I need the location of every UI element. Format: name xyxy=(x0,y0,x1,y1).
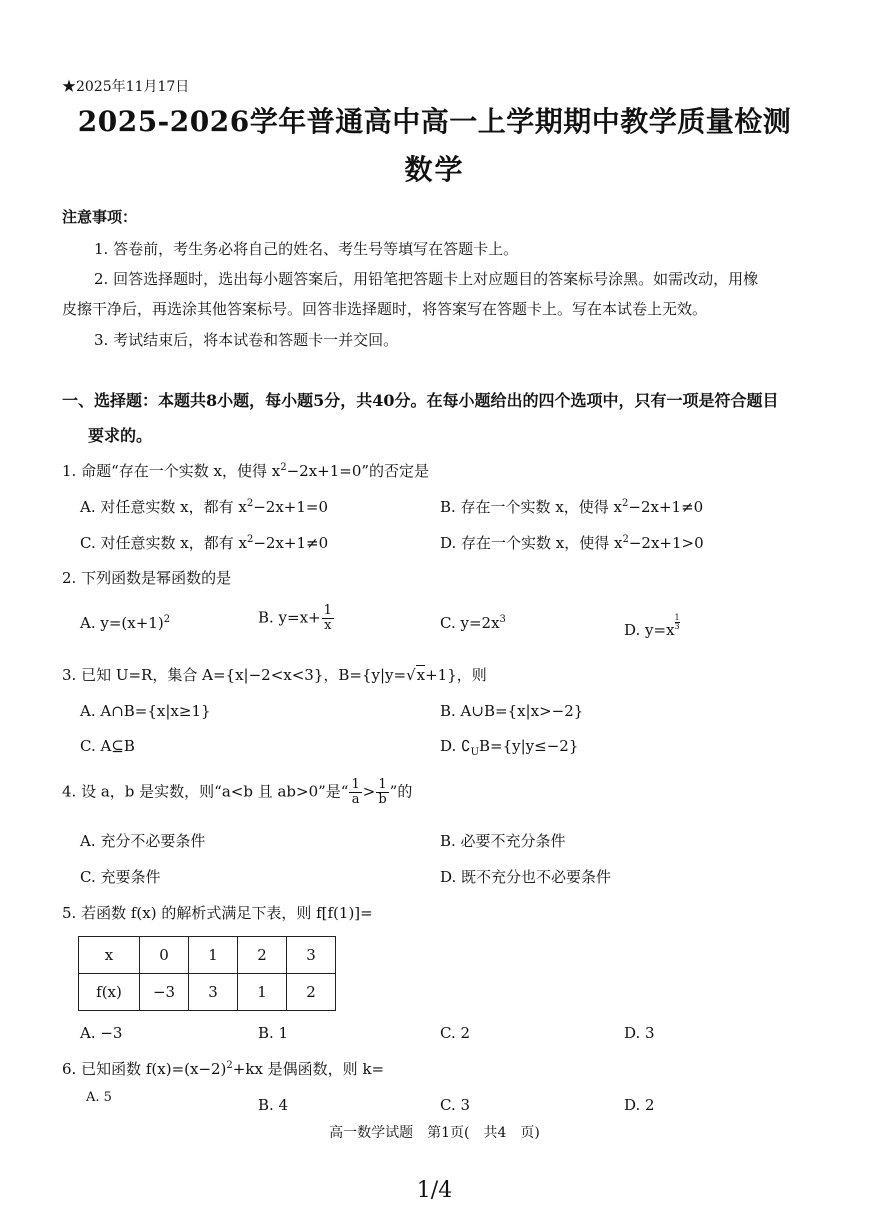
question-3-option-d: D. $∁_UB=\{y|y\le-2\}$ xyxy=(440,737,579,758)
exam-subject: 数学 xyxy=(404,153,465,186)
question-3-option-a: A. A∩B={x|x≥1} xyxy=(80,702,211,720)
question-4-option-b: B. 必要不充分条件 xyxy=(440,832,566,850)
question-5-option-c: C. 2 xyxy=(440,1024,471,1042)
function-table xyxy=(78,936,336,1011)
question-5-option-a: A. −3 xyxy=(80,1024,123,1042)
question-5-option-b: B. 1 xyxy=(258,1024,289,1042)
question-1-option-d: D. 存在一个实数 x，使得 $x^2-2x+1>0$ xyxy=(440,534,704,552)
question-4-option-d: D. 既不充分也不必要条件 xyxy=(440,868,612,886)
question-2-option-c: C. $y=2x^3$ xyxy=(440,614,506,632)
question-5-stem: 5. 若函数 f(x) 的解析式满足下表，则 f[f(1)]= xyxy=(62,904,373,922)
question-4-option-a: A. 充分不必要条件 xyxy=(80,832,206,850)
table-cell: 2 xyxy=(238,937,287,974)
table-cell: 1 xyxy=(189,937,238,974)
question-2-stem: 2. 下列函数是幂函数的是 xyxy=(62,569,232,587)
table-cell: 3 xyxy=(287,937,336,974)
question-2-option-d: D. y=x $\frac{1}{3}$ xyxy=(624,613,680,639)
question-6-option-a: A. 5 xyxy=(86,1090,112,1105)
page-footer: 高一数学试题 第1页( 共4 页) xyxy=(329,1125,540,1141)
question-1-option-b: B. 存在一个实数 x，使得 $x^2-2x+1\ne 0$ xyxy=(440,498,704,516)
question-4-stem: 4. 设 a，b 是实数，则“a<b 且 ab>0”是“ $\frac{1}{a}$ > $\frac{1}{b}$ ”的 xyxy=(62,777,413,807)
table-cell: 3 xyxy=(189,974,238,1011)
question-2-option-a: A. $y=(x+1)^2$ xyxy=(80,614,171,632)
table-row xyxy=(79,937,336,974)
question-6-option-d: D. 2 xyxy=(624,1096,655,1114)
question-6-option-b: B. 4 xyxy=(258,1096,289,1114)
question-1-stem: 1. 命题“存在一个实数 x，使得 $x^2-2x+1=0$”的否定是 xyxy=(62,462,430,480)
question-5-option-d: D. 3 xyxy=(624,1024,655,1042)
question-1-option-c: C. 对任意实数 x，都有 $x^2-2x+1\ne 0$ xyxy=(80,534,329,552)
section-heading-cont: 要求的。 xyxy=(88,426,153,445)
notice-item-1: 1. 答卷前，考生务必将自己的姓名、考生号等填写在答题卡上。 xyxy=(94,240,519,258)
question-3-option-b: B. A∪B={x|x>−2} xyxy=(440,702,584,720)
question-4-option-c: C. 充要条件 xyxy=(80,868,161,886)
notice-heading: 注意事项： xyxy=(62,208,138,226)
question-3-option-c: C. A⊆B xyxy=(80,737,135,755)
exam-date: ★2025年11月17日 xyxy=(62,79,190,95)
table-row xyxy=(79,974,336,1011)
table-cell: x xyxy=(79,937,140,974)
question-1-option-a: A. 对任意实数 x，都有 $x^2-2x+1=0$ xyxy=(80,498,328,516)
table-cell: 1 xyxy=(238,974,287,1011)
question-2-option-b: B. y=x+ $\frac{1}{x}$ xyxy=(258,603,332,633)
page-number: 1/4 xyxy=(416,1178,453,1203)
table-cell: −3 xyxy=(140,974,189,1011)
table-cell: f(x) xyxy=(79,974,140,1011)
section-heading: 一、选择题：本题共8小题，每小题5分，共40分。在每小题给出的四个选项中，只有一项是符合题目 xyxy=(62,391,779,410)
notice-item-2: 2. 回答选择题时，选出每小题答案后，用铅笔把答题卡上对应题目的答案标号涂黑。如需改动，用橡 xyxy=(94,270,759,288)
notice-item-2-cont: 皮擦干净后，再选涂其他答案标号。回答非选择题时，将答案写在答题卡上。写在本试卷上无效。 xyxy=(62,300,708,318)
notice-item-3: 3. 考试结束后，将本试卷和答题卡一并交回。 xyxy=(94,331,399,349)
question-6-stem: 6. 已知函数 $f(x)=(x-2)^2+kx$ 是偶函数，则 k= xyxy=(62,1060,385,1078)
question-6-option-c: C. 3 xyxy=(440,1096,471,1114)
question-3-stem: 3. 已知 U=R，集合 A={x|−2<x<3}，B={y|y=√x+1}，则 xyxy=(62,666,487,684)
table-cell: 2 xyxy=(287,974,336,1011)
exam-title: 2025-2026学年普通高中高一上学期期中教学质量检测 xyxy=(77,105,792,138)
table-cell: 0 xyxy=(140,937,189,974)
